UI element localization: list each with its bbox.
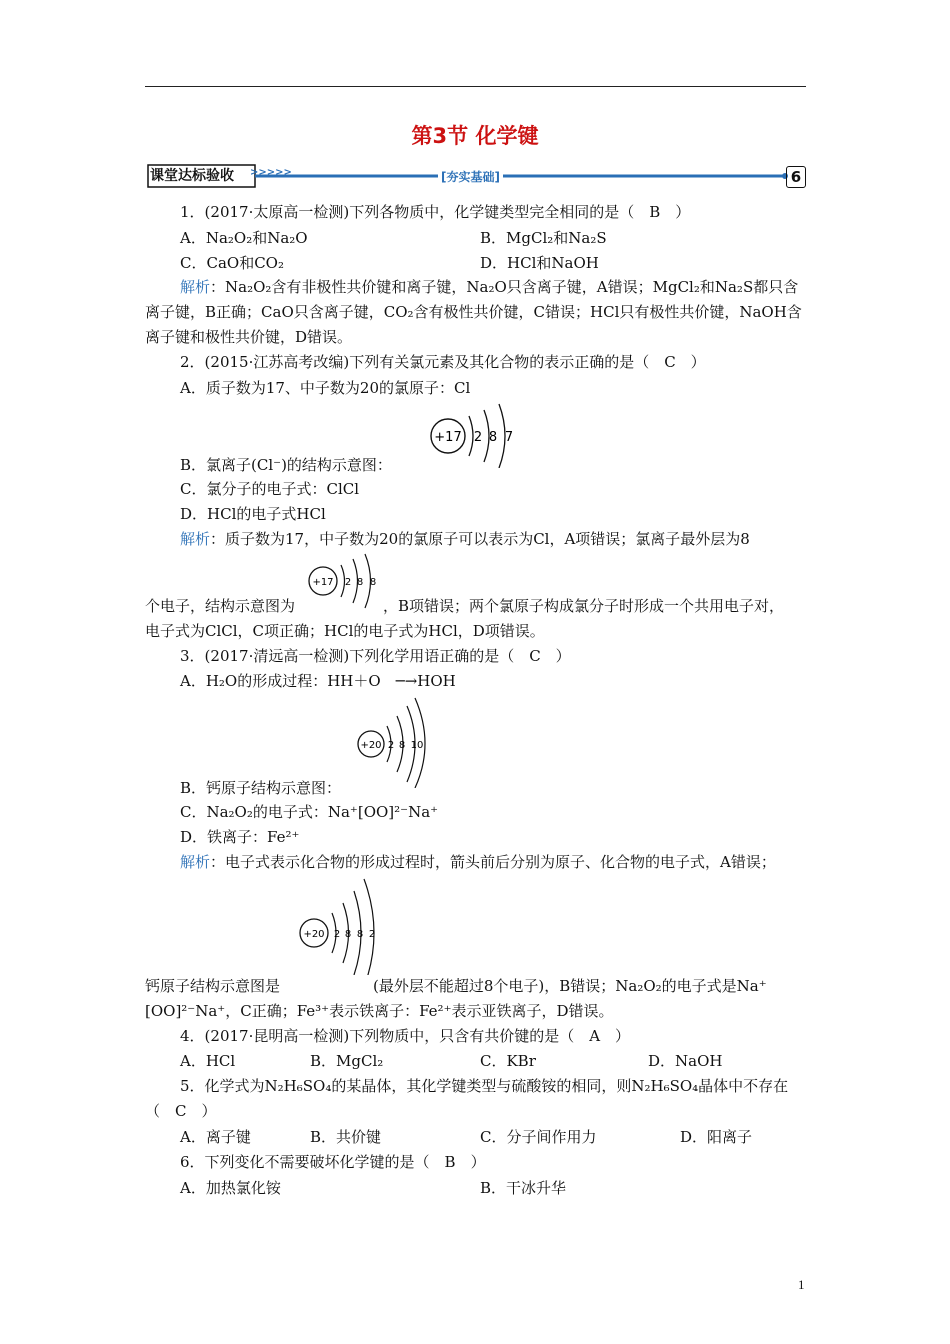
jx-label: 解析 [180, 530, 211, 548]
q2-explanation-line2b: ，B项错误；两个氯原子构成氯分子时形成一个共用电子对， [383, 597, 785, 615]
q2-option-b: B．氯离子(Cl⁻)的结构示意图： [180, 456, 392, 474]
q4-stem: 4．(2017·昆明高一检测)下列物质中，只含有共价键的是（ A ） [180, 1027, 631, 1045]
q6-option-b: B．干冰升华 [480, 1179, 567, 1197]
q1-option-c: C．CaO和CO₂ [180, 254, 284, 272]
nucleus-label: +17 [312, 577, 334, 588]
shell-label: 10 [410, 740, 424, 751]
shell-label: 2 [387, 740, 395, 751]
q3-option-b-calcium-atom-diagram [355, 696, 435, 788]
page-title: 第3节 化学键 [411, 124, 539, 148]
q3-option-d: D．铁离子：Fe²⁺ [180, 828, 300, 846]
shell-label: 8 [356, 929, 364, 940]
section-bar-center: [夯实基础] [438, 167, 503, 187]
q6-option-a: A．加热氯化铵 [180, 1179, 281, 1197]
nucleus-label: +17 [434, 430, 462, 445]
section-bar-label: 课堂达标验收 [150, 168, 234, 184]
q1-option-d: D．HCl和NaOH [480, 254, 599, 272]
q1-explanation-line2: 离子键，B正确；CaO只含离子键，CO₂含有极性共价键，C错误；HCl只有极性共价键，NaOH含 [145, 303, 802, 321]
shell-label: 8 [398, 740, 406, 751]
q2-option-d: D．HCl的电子式HCl [180, 505, 326, 523]
q2-option-a: A．质子数为17、中子数为20的氯原子：Cl [180, 379, 471, 397]
shell-label: 8 [369, 577, 377, 588]
jx-label: 解析 [180, 278, 211, 296]
q1-stem: 1．(2017·太原高一检测)下列各物质中，化学键类型完全相同的是（ B ） [180, 203, 691, 221]
q3-option-c: C．Na₂O₂的电子式：Na⁺[OO]²⁻Na⁺ [180, 803, 439, 821]
q5-option-d: D．阳离子 [680, 1128, 753, 1146]
jx-label: 解析 [180, 853, 211, 871]
q5-option-c: C．分子间作用力 [480, 1128, 597, 1146]
section-bar-arrows: >>>>> [250, 167, 292, 178]
q2-option-b-chlorine-ion-diagram [425, 402, 525, 468]
q3-explanation-line2b: (最外层不能超过8个电子)，B错误；Na₂O₂的电子式是Na⁺ [373, 977, 767, 995]
q3-option-a: A．H₂O的形成过程：HH＋O ─→HOH [180, 672, 456, 690]
q2-stem: 2．(2015·江苏高考改编)下列有关氯元素及其化合物的表示正确的是（ C ） [180, 353, 706, 371]
shell-label: 2 [333, 929, 341, 940]
q1-explanation-line3: 离子键和极性共价键，D错误。 [145, 328, 353, 346]
page-number: 1 [798, 1277, 805, 1292]
q4-option-a: A．HCl [180, 1052, 236, 1070]
q2-explanation-line2a: 个电子，结构示意图为 [145, 597, 296, 615]
q5-option-a: A．离子键 [180, 1128, 251, 1146]
q3-option-b: B．钙原子结构示意图： [180, 779, 342, 797]
shell-label: 8 [356, 577, 364, 588]
q3-stem: 3．(2017·清远高一检测)下列化学用语正确的是（ C ） [180, 647, 571, 665]
q2-explanation-chlorine-ion-diagram [303, 553, 383, 609]
q1-option-a: A．Na₂O₂和Na₂O [180, 229, 308, 247]
shell-label: 2 [368, 929, 376, 940]
q4-option-b: B．MgCl₂ [310, 1052, 384, 1070]
q5-stem: 5．化学式为N₂H₆SO₄的某晶体，其化学键类型与硫酸铵的相同，则N₂H₆SO₄晶体中不存在 [180, 1077, 789, 1095]
q3-explanation-line3: [OO]²⁻Na⁺，C正确；Fe³⁺表示铁离子：Fe²⁺表示亚铁离子，D错误。 [145, 1002, 614, 1020]
shell-label: 7 [504, 430, 514, 445]
q2-explanation-line1: 解析：质子数为17，中子数为20的氯原子可以表示为Cl，A项错误；氯离子最外层为8 [180, 530, 750, 548]
q1-explanation-line1: 解析：Na₂O₂含有非极性共价键和离子键，Na₂O只含离子键，A错误；MgCl₂和Na₂S都只含 [180, 278, 799, 296]
section-number-badge: 6 [786, 166, 806, 188]
shell-label: 8 [488, 430, 498, 445]
q1-option-b: B．MgCl₂和Na₂S [480, 229, 607, 247]
q6-stem: 6．下列变化不需要破坏化学键的是（ B ） [180, 1153, 486, 1171]
q5-stem-line2: （ C ） [145, 1102, 217, 1120]
q5-option-b: B．共价键 [310, 1128, 382, 1146]
q2-explanation-line3: 电子式为ClCl，C项正确；HCl的电子式为HCl，D项错误。 [145, 622, 545, 640]
shell-label: 8 [344, 929, 352, 940]
shell-label: 2 [473, 430, 483, 445]
q4-option-d: D．NaOH [648, 1052, 723, 1070]
q3-explanation-calcium-atom-diagram [296, 875, 386, 975]
shell-label: 2 [344, 577, 352, 588]
q2-option-c: C．氯分子的电子式：ClCl [180, 480, 360, 498]
header-rule [145, 86, 806, 87]
q4-option-c: C．KBr [480, 1052, 536, 1070]
q3-explanation-line1: 解析：电子式表示化合物的形成过程时，箭头前后分别为原子、化合物的电子式，A错误； [180, 853, 776, 871]
nucleus-label: +20 [303, 929, 325, 940]
nucleus-label: +20 [360, 740, 382, 751]
q3-explanation-line2a: 钙原子结构示意图是 [145, 977, 281, 995]
